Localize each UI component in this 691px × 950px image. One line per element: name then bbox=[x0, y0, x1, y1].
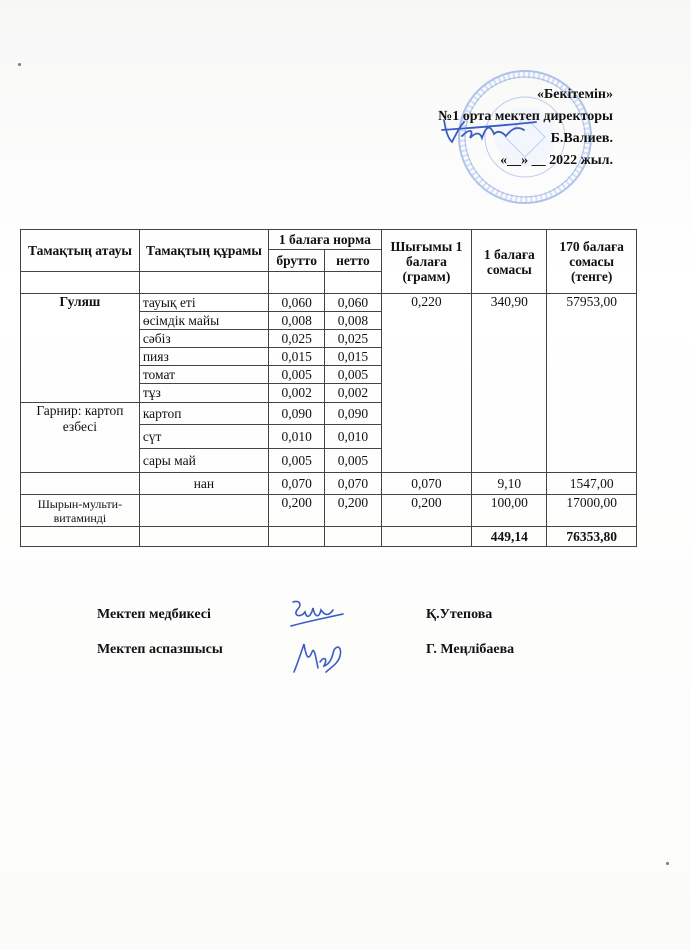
brutto-cell: 0,200 bbox=[269, 495, 325, 527]
cost-one-cell: 100,00 bbox=[472, 495, 547, 527]
table-row bbox=[21, 495, 637, 527]
table-row bbox=[21, 473, 637, 495]
header-netto: нетто bbox=[325, 250, 381, 272]
output-cell: 0,070 bbox=[381, 473, 472, 495]
garnish-name: Гарнир: картоп езбесі bbox=[21, 403, 140, 473]
brutto-cell: 0,005 bbox=[269, 449, 325, 473]
netto-cell: 0,005 bbox=[325, 366, 381, 384]
netto-cell: 0,015 bbox=[325, 348, 381, 366]
header-dish-name: Тамақтың атауы bbox=[21, 230, 140, 272]
menu-table bbox=[20, 229, 637, 547]
output-cell: 0,200 bbox=[381, 495, 472, 527]
netto-cell: 0,070 bbox=[325, 473, 381, 495]
brutto-cell: 0,070 bbox=[269, 473, 325, 495]
brutto-cell: 0,002 bbox=[269, 384, 325, 403]
ingredient-cell: томат bbox=[139, 366, 268, 384]
dish-cost-one: 340,90 bbox=[472, 294, 547, 473]
cost-one-cell: 9,10 bbox=[472, 473, 547, 495]
netto-cell: 0,002 bbox=[325, 384, 381, 403]
cook-title: Мектеп аспазшысы bbox=[97, 642, 223, 657]
ingredient-cell: сәбіз bbox=[139, 330, 268, 348]
director-position: №1 орта мектеп директоры bbox=[438, 109, 613, 124]
cook-name: Г. Меңлібаева bbox=[426, 642, 515, 657]
header-norm: 1 балаға норма bbox=[269, 230, 382, 250]
brutto-cell: 0,008 bbox=[269, 312, 325, 330]
netto-cell: 0,005 bbox=[325, 449, 381, 473]
ingredient-cell: картоп bbox=[139, 403, 268, 425]
netto-cell: 0,090 bbox=[325, 403, 381, 425]
header-cost-one: 1 балаға сомасы bbox=[472, 230, 547, 294]
dish-output: 0,220 bbox=[381, 294, 472, 473]
director-name: Б.Валиев. bbox=[550, 131, 613, 146]
netto-cell: 0,025 bbox=[325, 330, 381, 348]
totals-row bbox=[21, 527, 637, 547]
total-cost-one: 449,14 bbox=[472, 527, 547, 547]
ingredient-cell: тұз bbox=[139, 384, 268, 403]
dish-name: Гуляш bbox=[21, 294, 140, 403]
nurse-signature bbox=[285, 596, 345, 636]
header-output: Шығымы 1 балаға (грамм) bbox=[381, 230, 472, 294]
netto-cell: 0,200 bbox=[325, 495, 381, 527]
speck bbox=[666, 862, 669, 865]
date-month: __ bbox=[531, 153, 546, 168]
cost-170-cell: 1547,00 bbox=[547, 473, 637, 495]
date-year: 2022 жыл. bbox=[549, 153, 613, 168]
drink-name: Шырын-мульти-витаминді bbox=[21, 495, 140, 527]
speck bbox=[18, 63, 21, 66]
netto-cell: 0,010 bbox=[325, 425, 381, 449]
ingredient-cell: сүт bbox=[139, 425, 268, 449]
ingredient-cell: пияз bbox=[139, 348, 268, 366]
cost-170-cell: 17000,00 bbox=[547, 495, 637, 527]
brutto-cell: 0,015 bbox=[269, 348, 325, 366]
ingredient-cell: өсімдік майы bbox=[139, 312, 268, 330]
date-day: «__» bbox=[500, 153, 529, 168]
director-signature bbox=[440, 112, 540, 148]
nurse-title: Мектеп медбикесі bbox=[97, 607, 211, 622]
approval-title: «Бекітемін» bbox=[536, 87, 613, 102]
ingredient-cell: сары май bbox=[139, 449, 268, 473]
brutto-cell: 0,025 bbox=[269, 330, 325, 348]
ingredient-cell: нан bbox=[139, 473, 268, 495]
table-row bbox=[21, 294, 637, 312]
brutto-cell: 0,005 bbox=[269, 366, 325, 384]
nurse-name: Қ.Утепова bbox=[426, 607, 493, 622]
netto-cell: 0,060 bbox=[325, 294, 381, 312]
total-cost-170: 76353,80 bbox=[547, 527, 637, 547]
brutto-cell: 0,060 bbox=[269, 294, 325, 312]
header-brutto: брутто bbox=[269, 250, 325, 272]
header-composition: Тамақтың құрамы bbox=[139, 230, 268, 272]
approval-date bbox=[438, 150, 613, 172]
netto-cell: 0,008 bbox=[325, 312, 381, 330]
brutto-cell: 0,010 bbox=[269, 425, 325, 449]
ingredient-cell: тауық еті bbox=[139, 294, 268, 312]
header-cost-170: 170 балаға сомасы (тенге) bbox=[547, 230, 637, 294]
cook-signature bbox=[290, 638, 350, 678]
dish-cost-170: 57953,00 bbox=[547, 294, 637, 473]
brutto-cell: 0,090 bbox=[269, 403, 325, 425]
